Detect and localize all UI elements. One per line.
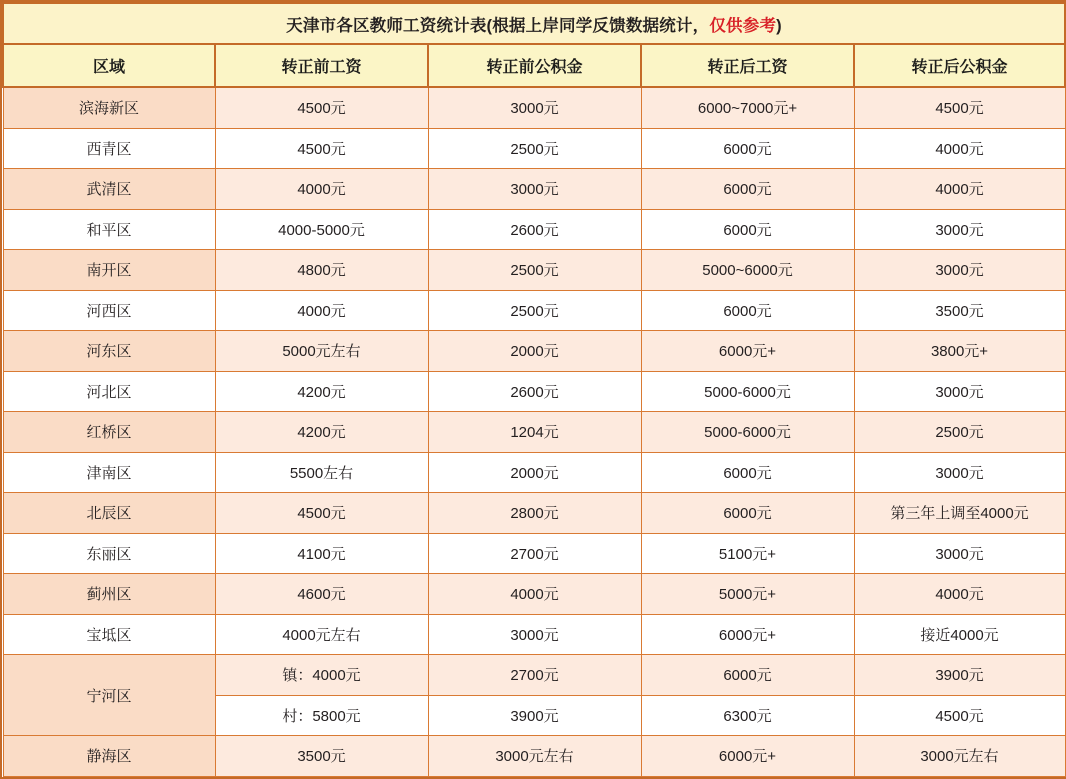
table-row xyxy=(3,574,1065,615)
cell-pre-salary: 4200元 xyxy=(215,371,428,412)
cell-pre-fund: 3000元 xyxy=(428,87,641,128)
cell-pre-fund: 2000元 xyxy=(428,452,641,493)
cell-pre-fund: 4000元 xyxy=(428,574,641,615)
table-row xyxy=(3,533,1065,574)
cell-pre-fund: 3000元 xyxy=(428,169,641,210)
cell-region: 河东区 xyxy=(3,331,215,372)
cell-pre-salary: 4500元 xyxy=(215,128,428,169)
table-row xyxy=(3,87,1065,128)
cell-region: 河西区 xyxy=(3,290,215,331)
cell-pre-salary: 4800元 xyxy=(215,250,428,291)
cell-post-fund: 4000元 xyxy=(854,574,1065,615)
cell-post-salary: 6300元 xyxy=(641,695,854,736)
cell-pre-fund: 2700元 xyxy=(428,655,641,696)
cell-region: 河北区 xyxy=(3,371,215,412)
cell-pre-salary: 镇：4000元 xyxy=(215,655,428,696)
cell-pre-fund: 2500元 xyxy=(428,250,641,291)
cell-pre-salary: 村：5800元 xyxy=(215,695,428,736)
cell-pre-fund: 3900元 xyxy=(428,695,641,736)
cell-pre-fund: 3000元 xyxy=(428,614,641,655)
cell-pre-salary: 4100元 xyxy=(215,533,428,574)
cell-post-fund: 4500元 xyxy=(854,87,1065,128)
column-header-region: 区域 xyxy=(3,44,215,87)
table-row xyxy=(3,128,1065,169)
cell-post-salary: 6000元 xyxy=(641,452,854,493)
cell-pre-fund: 2800元 xyxy=(428,493,641,534)
table-row xyxy=(3,412,1065,453)
cell-pre-salary: 4000元 xyxy=(215,290,428,331)
cell-post-salary: 6000元 xyxy=(641,493,854,534)
cell-pre-salary: 4200元 xyxy=(215,412,428,453)
table-row xyxy=(3,331,1065,372)
cell-region: 津南区 xyxy=(3,452,215,493)
page-title xyxy=(3,3,1065,44)
table-row xyxy=(3,209,1065,250)
cell-pre-fund: 1204元 xyxy=(428,412,641,453)
cell-region: 南开区 xyxy=(3,250,215,291)
cell-post-salary: 6000元 xyxy=(641,655,854,696)
cell-post-salary: 5000-6000元 xyxy=(641,412,854,453)
cell-region: 宝坻区 xyxy=(3,614,215,655)
cell-post-salary: 6000元 xyxy=(641,169,854,210)
cell-post-salary: 5000~6000元 xyxy=(641,250,854,291)
cell-region: 宁河区 xyxy=(3,655,215,736)
cell-post-fund: 4500元 xyxy=(854,695,1065,736)
cell-post-fund: 3500元 xyxy=(854,290,1065,331)
cell-pre-salary: 4500元 xyxy=(215,493,428,534)
cell-post-fund: 3000元 xyxy=(854,209,1065,250)
cell-pre-fund: 2000元 xyxy=(428,331,641,372)
cell-pre-fund: 2700元 xyxy=(428,533,641,574)
cell-region: 蓟州区 xyxy=(3,574,215,615)
cell-post-fund: 接近4000元 xyxy=(854,614,1065,655)
column-header-pre-salary: 转正前工资 xyxy=(215,44,428,87)
table-row xyxy=(3,614,1065,655)
cell-region: 红桥区 xyxy=(3,412,215,453)
cell-pre-salary: 4000元 xyxy=(215,169,428,210)
cell-post-fund: 3000元 xyxy=(854,452,1065,493)
cell-post-salary: 6000~7000元+ xyxy=(641,87,854,128)
table-row xyxy=(3,290,1065,331)
cell-post-fund: 2500元 xyxy=(854,412,1065,453)
cell-post-salary: 6000元 xyxy=(641,209,854,250)
cell-post-salary: 5000元+ xyxy=(641,574,854,615)
table-row xyxy=(3,452,1065,493)
cell-post-salary: 6000元+ xyxy=(641,331,854,372)
cell-post-fund: 4000元 xyxy=(854,169,1065,210)
wage-table xyxy=(2,2,1066,777)
cell-pre-salary: 4000-5000元 xyxy=(215,209,428,250)
cell-post-fund: 3000元 xyxy=(854,371,1065,412)
table-header-row xyxy=(3,44,1065,87)
cell-post-salary: 6000元 xyxy=(641,290,854,331)
cell-pre-salary: 4000元左右 xyxy=(215,614,428,655)
cell-region: 静海区 xyxy=(3,736,215,777)
cell-pre-fund: 3000元左右 xyxy=(428,736,641,777)
cell-pre-salary: 4500元 xyxy=(215,87,428,128)
cell-post-fund: 3800元+ xyxy=(854,331,1065,372)
table-row xyxy=(3,655,1065,696)
table-row xyxy=(3,371,1065,412)
cell-post-salary: 6000元+ xyxy=(641,614,854,655)
cell-pre-fund: 2500元 xyxy=(428,128,641,169)
cell-pre-salary: 5000元左右 xyxy=(215,331,428,372)
title-highlight: 仅供参考 xyxy=(709,16,777,35)
cell-pre-fund: 2600元 xyxy=(428,371,641,412)
cell-region: 和平区 xyxy=(3,209,215,250)
cell-pre-salary: 3500元 xyxy=(215,736,428,777)
table-row xyxy=(3,250,1065,291)
cell-region: 北辰区 xyxy=(3,493,215,534)
cell-post-fund: 第三年上调至4000元 xyxy=(854,493,1065,534)
cell-region: 西青区 xyxy=(3,128,215,169)
table-row xyxy=(3,493,1065,534)
column-header-post-salary: 转正后工资 xyxy=(641,44,854,87)
cell-region: 武清区 xyxy=(3,169,215,210)
cell-post-fund: 3900元 xyxy=(854,655,1065,696)
cell-pre-fund: 2500元 xyxy=(428,290,641,331)
cell-post-salary: 6000元 xyxy=(641,128,854,169)
cell-pre-salary: 5500左右 xyxy=(215,452,428,493)
cell-pre-fund: 2600元 xyxy=(428,209,641,250)
cell-pre-salary: 4600元 xyxy=(215,574,428,615)
cell-post-fund: 3000元 xyxy=(854,533,1065,574)
column-header-post-fund: 转正后公积金 xyxy=(854,44,1065,87)
cell-post-fund: 3000元左右 xyxy=(854,736,1065,777)
cell-region: 滨海新区 xyxy=(3,87,215,128)
cell-region: 东丽区 xyxy=(3,533,215,574)
column-header-pre-fund: 转正前公积金 xyxy=(428,44,641,87)
title-main: 天津市各区教师工资统计表(根据上岸同学反馈数据统计， xyxy=(286,16,710,35)
cell-post-salary: 6000元+ xyxy=(641,736,854,777)
cell-post-fund: 4000元 xyxy=(854,128,1065,169)
table-row xyxy=(3,169,1065,210)
table-title-row xyxy=(3,3,1065,44)
title-tail: ) xyxy=(776,16,782,35)
table-row xyxy=(3,736,1065,777)
cell-post-salary: 5000-6000元 xyxy=(641,371,854,412)
table-body xyxy=(3,87,1065,776)
cell-post-salary: 5100元+ xyxy=(641,533,854,574)
cell-post-fund: 3000元 xyxy=(854,250,1065,291)
